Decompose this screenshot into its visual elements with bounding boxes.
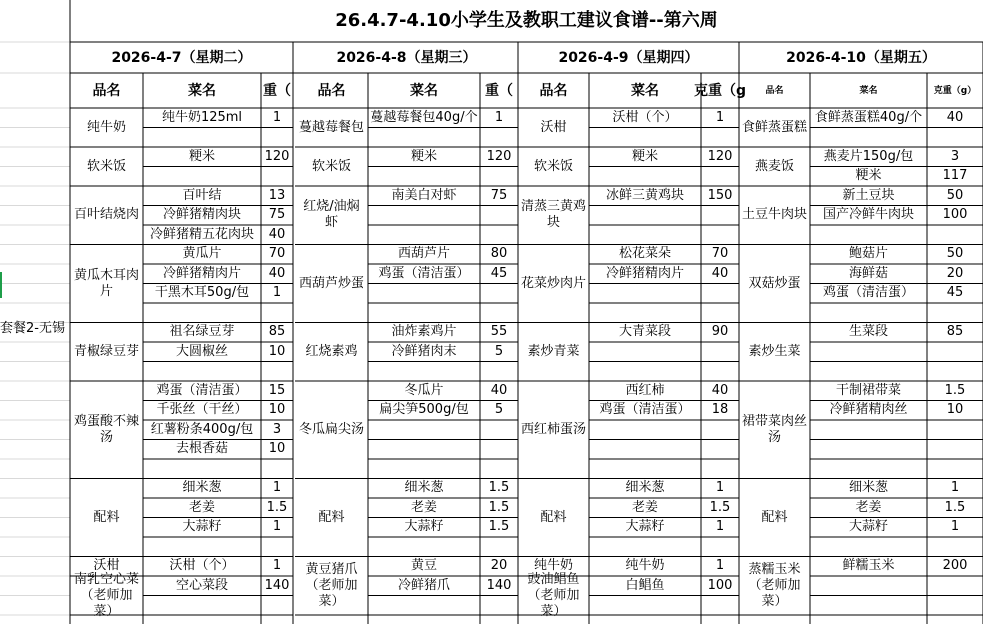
column-header: 克重（g: [693, 82, 747, 99]
ingredient-weight: 100: [707, 577, 733, 593]
column-header: 品名: [92, 82, 121, 99]
column-header: 菜名: [188, 82, 216, 99]
ingredient-weight: 20: [946, 265, 964, 281]
ingredient-weight: 1: [272, 519, 282, 535]
ingredient-weight: 15: [268, 382, 286, 398]
ingredient-name: 鸡蛋（清洁蛋）: [599, 402, 691, 418]
dish-name: 配料: [93, 509, 120, 525]
ingredient-name: 大蒜籽: [182, 519, 222, 535]
dish-name: 土豆牛肉块: [742, 207, 808, 223]
ingredient-name: 白鲳鱼: [625, 577, 665, 593]
ingredient-name: 百叶结: [182, 187, 222, 203]
ingredient-weight: 20: [490, 558, 508, 574]
day-date-header: 2026-4-8（星期三）: [336, 49, 477, 66]
ingredient-weight: 100: [942, 207, 968, 223]
ingredient-name: 冰鲜三黄鸡块: [605, 187, 684, 203]
day-date-header: 2026-4-10（星期五）: [786, 49, 936, 66]
ingredient-name: 粳米: [410, 148, 437, 164]
dish-name: 黄豆猪爪（老师加菜）: [305, 561, 358, 609]
dish-name: 素炒青菜: [527, 343, 580, 359]
ingredient-name: 鸡蛋（清洁蛋）: [378, 265, 470, 281]
ingredient-name: 大圆椒丝: [175, 343, 228, 359]
ingredient-name: 红薯粉条400g/包: [150, 421, 254, 437]
column-header: 品名: [539, 82, 568, 99]
ingredient-weight: 1: [272, 480, 282, 496]
row-marker: [0, 272, 2, 298]
ingredient-weight: 5: [494, 343, 504, 359]
dish-name: 纯牛奶: [86, 119, 126, 135]
ingredient-weight: 1: [272, 285, 282, 301]
ingredient-name: 冷鲜猪精肉块: [162, 207, 241, 223]
dish-name: 青椒绿豆芽: [73, 343, 139, 359]
dish-name: 配料: [761, 509, 788, 525]
column-header: 品名: [765, 85, 784, 96]
ingredient-name: 冷鲜猪精肉片: [605, 265, 684, 281]
dish-name: 食鲜蒸蛋糕: [742, 119, 808, 135]
ingredient-weight: 140: [264, 577, 290, 593]
dish-name: 清蒸三黄鸡块: [521, 199, 587, 231]
ingredient-weight: 10: [268, 343, 286, 359]
ingredient-name: 大蒜籽: [404, 519, 444, 535]
ingredient-name: 冷鲜猪精肉片: [162, 265, 241, 281]
dish-name: 沃柑: [93, 558, 120, 574]
side-label: 套餐2-无锡: [0, 321, 65, 336]
ingredient-name: 空心菜段: [175, 577, 228, 593]
ingredient-weight: 40: [711, 265, 729, 281]
ingredient-name: 纯牛奶125ml: [161, 109, 243, 125]
dish-name: 软米饭: [533, 158, 573, 174]
dish-name: 红烧/油焖虾: [303, 199, 360, 231]
ingredient-name: 纯牛奶: [625, 558, 665, 574]
ingredient-name: 细米葱: [848, 480, 888, 496]
ingredient-weight: 140: [486, 577, 512, 593]
dish-name: 西葫芦炒蛋: [298, 275, 364, 291]
column-header: 重（: [485, 82, 513, 99]
dish-name: 素炒生菜: [748, 343, 801, 359]
dish-name: 配料: [540, 509, 567, 525]
ingredient-name: 蔓越莓餐包40g/个: [370, 109, 478, 125]
dish-name: 红烧素鸡: [305, 343, 358, 359]
ingredient-weight: 75: [268, 207, 286, 223]
column-header: 菜名: [631, 82, 659, 99]
ingredient-name: 冷鲜猪精肉丝: [829, 402, 908, 418]
ingredient-name: 干黑木耳50g/包: [154, 285, 250, 301]
ingredient-name: 冷鲜猪爪: [397, 577, 450, 593]
ingredient-weight: 75: [490, 187, 508, 203]
ingredient-name: 新土豆块: [842, 187, 895, 203]
column-header: 克重（g）: [933, 85, 977, 96]
day-date-header: 2026-4-7（星期二）: [111, 49, 252, 66]
ingredient-name: 大蒜籽: [625, 519, 665, 535]
dish-name: 鸡蛋酸不辣汤: [73, 413, 139, 445]
ingredient-weight: 80: [490, 246, 508, 262]
ingredient-name: 海鲜菇: [848, 265, 888, 281]
dish-name: 配料: [318, 509, 345, 525]
ingredient-weight: 85: [946, 324, 964, 340]
dish-name: 燕麦饭: [754, 158, 794, 174]
day-date-header: 2026-4-9（星期四）: [558, 49, 699, 66]
dish-name: 花菜炒肉片: [521, 275, 587, 291]
ingredient-name: 细米葱: [404, 480, 444, 496]
ingredient-weight: 1: [272, 109, 282, 125]
dish-name: 裙带菜肉丝汤: [742, 413, 808, 445]
dish-name: 蔓越莓餐包: [298, 119, 364, 135]
dish-name: 南乳空心菜（老师加菜）: [73, 571, 139, 619]
ingredient-name: 鲍菇片: [848, 246, 888, 262]
column-header: 重（: [263, 82, 291, 99]
ingredient-weight: 1: [950, 519, 960, 535]
ingredient-name: 黄豆: [410, 558, 437, 574]
ingredient-weight: 3: [272, 421, 282, 437]
ingredient-weight: 13: [268, 187, 286, 203]
ingredient-weight: 40: [946, 109, 964, 125]
ingredient-name: 老姜: [188, 499, 215, 515]
ingredient-weight: 10: [268, 402, 286, 418]
column-header: 菜名: [410, 82, 438, 99]
ingredient-weight: 200: [942, 558, 968, 574]
ingredient-weight: 90: [711, 324, 729, 340]
ingredient-name: 扁尖笋500g/包: [379, 402, 469, 418]
dish-name: 软米饭: [311, 158, 351, 174]
dish-name: 冬瓜扁尖汤: [298, 421, 364, 437]
ingredient-weight: 150: [707, 187, 733, 203]
ingredient-name: 鲜糯玉米: [842, 558, 895, 574]
ingredient-weight: 1.5: [709, 499, 731, 515]
ingredient-name: 老姜: [410, 499, 437, 515]
column-header: 品名: [317, 82, 346, 99]
page-title: 26.4.7-4.10小学生及教职工建议食谱--第六周: [335, 10, 718, 31]
ingredient-name: 鸡蛋（清洁蛋）: [156, 382, 248, 398]
ingredient-weight: 1: [272, 558, 282, 574]
ingredient-weight: 120: [707, 148, 733, 164]
ingredient-weight: 1: [715, 558, 725, 574]
dish-name: 双菇炒蛋: [748, 275, 801, 291]
ingredient-name: 细米葱: [625, 480, 665, 496]
ingredient-name: 冷鲜猪肉末: [391, 343, 457, 359]
ingredient-name: 粳米: [631, 148, 658, 164]
ingredient-name: 老姜: [631, 499, 658, 515]
ingredient-weight: 1: [950, 480, 960, 496]
ingredient-name: 生菜段: [848, 324, 888, 340]
ingredient-weight: 40: [268, 265, 286, 281]
ingredient-weight: 1.5: [488, 499, 510, 515]
ingredient-name: 鸡蛋（清洁蛋）: [822, 285, 914, 301]
ingredient-weight: 50: [946, 187, 964, 203]
ingredient-weight: 120: [264, 148, 290, 164]
ingredient-weight: 40: [711, 382, 729, 398]
ingredient-weight: 1: [494, 109, 504, 125]
ingredient-weight: 1.5: [488, 519, 510, 535]
ingredient-weight: 40: [490, 382, 508, 398]
ingredient-weight: 85: [268, 324, 286, 340]
ingredient-weight: 50: [946, 246, 964, 262]
dish-name: 软米饭: [86, 158, 126, 174]
column-header: 菜名: [859, 85, 878, 96]
dish-name: 沃柑: [540, 119, 567, 135]
ingredient-weight: 1.5: [266, 499, 288, 515]
ingredient-weight: 1.5: [488, 480, 510, 496]
ingredient-weight: 55: [490, 324, 508, 340]
ingredient-name: 大青菜段: [618, 324, 671, 340]
dish-name: 黄瓜木耳肉片: [73, 267, 139, 299]
ingredient-name: 去根香菇: [175, 441, 228, 457]
ingredient-weight: 5: [494, 402, 504, 418]
ingredient-weight: 1.5: [944, 499, 966, 515]
ingredient-name: 油炸素鸡片: [391, 324, 457, 340]
ingredient-weight: 1: [715, 480, 725, 496]
ingredient-name: 西红柿: [625, 382, 665, 398]
ingredient-name: 沃柑（个）: [612, 109, 678, 125]
ingredient-name: 西葫芦片: [397, 246, 450, 262]
ingredient-name: 老姜: [855, 499, 882, 515]
dish-name: 西红柿蛋汤: [521, 421, 587, 437]
ingredient-name: 沃柑（个）: [169, 558, 235, 574]
ingredient-weight: 120: [486, 148, 512, 164]
dish-name: 百叶结烧肉: [73, 207, 139, 223]
ingredient-weight: 1.5: [944, 382, 966, 398]
ingredient-name: 千张丝（干丝）: [156, 402, 248, 418]
ingredient-weight: 45: [490, 265, 508, 281]
ingredient-weight: 70: [711, 246, 729, 262]
ingredient-weight: 117: [942, 168, 968, 184]
ingredient-weight: 10: [268, 441, 286, 457]
dish-name: 豉油鲳鱼（老师加菜）: [527, 571, 580, 619]
dish-name: 蒸糯玉米（老师加菜）: [748, 561, 801, 609]
ingredient-weight: 18: [711, 402, 729, 418]
ingredient-weight: 10: [946, 402, 964, 418]
ingredient-name: 祖名绿豆芽: [169, 324, 235, 340]
ingredient-name: 粳米: [855, 168, 882, 184]
ingredient-name: 冬瓜片: [404, 382, 444, 398]
dish-name: 纯牛奶: [533, 558, 573, 574]
ingredient-name: 食鲜蒸蛋糕40g/个: [814, 109, 923, 125]
ingredient-weight: 3: [950, 148, 960, 164]
ingredient-name: 细米葱: [182, 480, 222, 496]
ingredient-weight: 45: [946, 285, 964, 301]
ingredient-weight: 70: [268, 246, 286, 262]
ingredient-name: 黄瓜片: [182, 246, 222, 262]
ingredient-name: 南美白对虾: [391, 187, 457, 203]
ingredient-name: 大蒜籽: [848, 519, 888, 535]
ingredient-weight: 40: [268, 226, 286, 242]
ingredient-name: 国产冷鲜牛肉块: [822, 207, 914, 223]
ingredient-name: 干制裙带菜: [835, 382, 901, 398]
ingredient-weight: 1: [715, 109, 725, 125]
ingredient-name: 松花菜朵: [618, 246, 671, 262]
ingredient-name: 冷鲜猪精五花肉块: [149, 226, 254, 242]
ingredient-name: 燕麦片150g/包: [823, 148, 914, 164]
ingredient-weight: 1: [715, 519, 725, 535]
ingredient-name: 粳米: [188, 148, 215, 164]
